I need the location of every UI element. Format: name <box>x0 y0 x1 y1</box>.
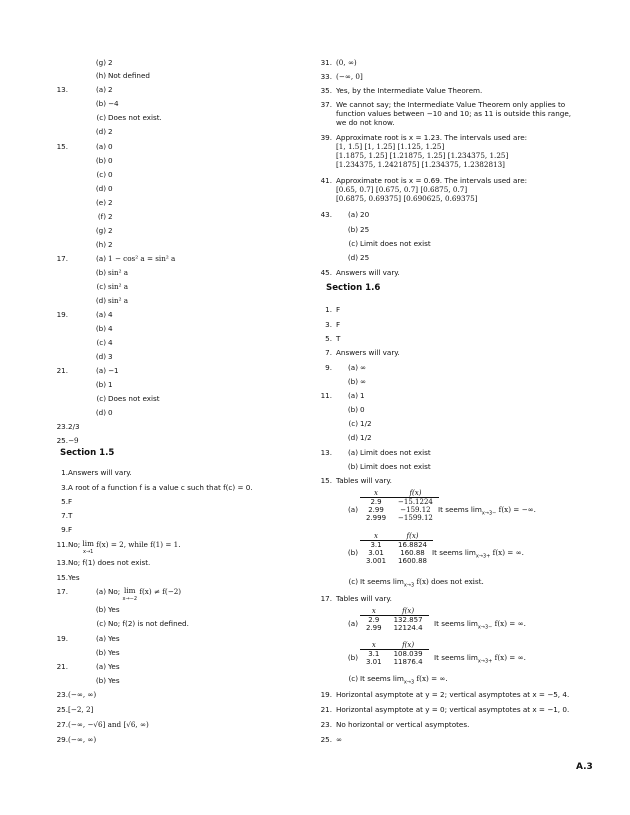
values-table: x f(x) 2.9 132.857 2.99 12124.4 <box>360 607 429 632</box>
answer-text: It seems $\lim_{x\to 3} f(x)$ does not exist. <box>360 577 484 589</box>
section-heading: Section 1.5 <box>60 448 115 458</box>
table-note: It seems $\lim_{x\to 3-} f(x)$ = ∞. <box>434 619 526 631</box>
page-number: A.3 <box>576 762 593 772</box>
answer-text: No; lim x→1 f(x) = 2, while f(1) = 1. <box>68 539 181 555</box>
limit-expression: lim x→−2 <box>122 586 138 602</box>
section-heading: Section 1.6 <box>326 283 381 293</box>
values-table: x f(x) 3.1 16.8824 3.01 160.88 3.001 1600.88 <box>360 532 433 565</box>
values-table: x f(x) 3.1 108.039 3.01 11876.4 <box>360 641 429 666</box>
table-note: It seems $\lim_{x\to 3+} f(x)$ = ∞. <box>434 653 526 665</box>
table-note: It seems $\lim_{x\to 3+} f(x)$ = ∞. <box>432 548 524 560</box>
table-note: It seems $\lim_{x\to 3-} f(x)$ = −∞. <box>438 505 536 517</box>
answer-text: No; lim x→−2 f(x) ≠ f(−2) <box>108 586 182 602</box>
limit-expression: lim x→1 <box>82 539 94 555</box>
values-table: x f(x) 2.9 −15.1224 2.99 −159.12 2.999 −1599.12 <box>360 489 439 522</box>
answer-text: It seems $\lim_{x\to 3} f(x)$ = ∞. <box>360 674 448 686</box>
